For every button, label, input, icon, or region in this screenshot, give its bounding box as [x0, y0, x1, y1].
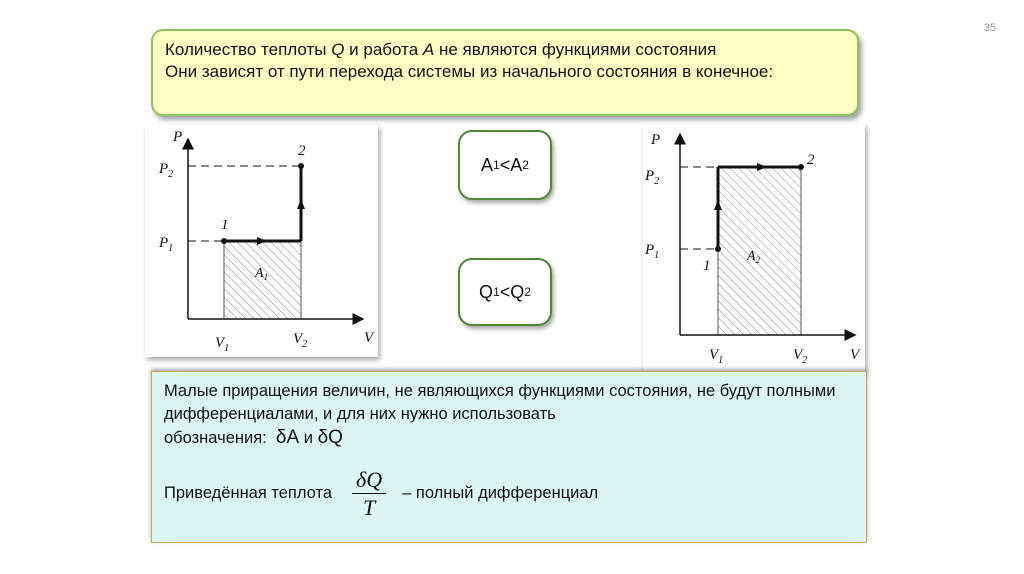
- heat-comparison: Q 1 <Q 2: [458, 258, 552, 326]
- p2-label: $P_2$: [645, 168, 660, 187]
- pv-diagram-path-2: [643, 124, 865, 371]
- pv-diagram-path-1: [145, 125, 378, 357]
- point-1-label: 1: [703, 258, 711, 274]
- v2-label: $V_2$: [793, 347, 808, 366]
- reduced-heat-row: [164, 468, 598, 519]
- full-differential-label: – полный дифференциал: [402, 484, 599, 502]
- note-text: Малые приращения величин, не являющихся функциями состояния, не будут полными дифференциалами, и для них нужно использовать: [164, 382, 836, 423]
- v-axis-label: V: [850, 347, 860, 363]
- heading-callout: [151, 29, 859, 116]
- point-2: [298, 163, 304, 169]
- slide-number: 35: [983, 22, 996, 34]
- v1-label: $V_1$: [215, 335, 230, 354]
- work-area-a2: [718, 167, 801, 335]
- work-comparison: A 1 <A 2: [458, 130, 552, 200]
- heading-line-1: Количество теплоты Q и работа A не являются функциями состояния: [165, 40, 717, 59]
- p1-label: $P_1$: [645, 242, 660, 261]
- v-axis-label: V: [364, 330, 374, 346]
- v1-label: $V_1$: [709, 347, 724, 366]
- point-1: [715, 246, 721, 252]
- heading-line-2: Они зависят от пути перехода системы из начального состояния в конечное:: [165, 62, 774, 81]
- reduced-heat-fraction: $\frac{\delta Q}{T}$: [352, 468, 386, 519]
- point-2-label: 2: [807, 152, 815, 168]
- p-axis-label: P: [173, 129, 183, 145]
- point-1: [221, 238, 227, 244]
- point-2-label: 2: [298, 143, 306, 159]
- notation-line: обозначения: δA и δQ: [164, 427, 343, 448]
- reduced-heat-label: Приведённая теплота: [164, 484, 333, 502]
- p1-label: $P_1$: [159, 235, 174, 254]
- point-1-label: 1: [221, 217, 229, 233]
- differentials-note: [151, 371, 867, 543]
- area-label: $A_2$: [747, 249, 761, 265]
- area-label: $A_1$: [255, 266, 269, 282]
- p2-label: $P_2$: [159, 161, 174, 180]
- point-2: [798, 164, 804, 170]
- v2-label: $V_2$: [293, 331, 308, 350]
- p-axis-label: P: [651, 132, 661, 148]
